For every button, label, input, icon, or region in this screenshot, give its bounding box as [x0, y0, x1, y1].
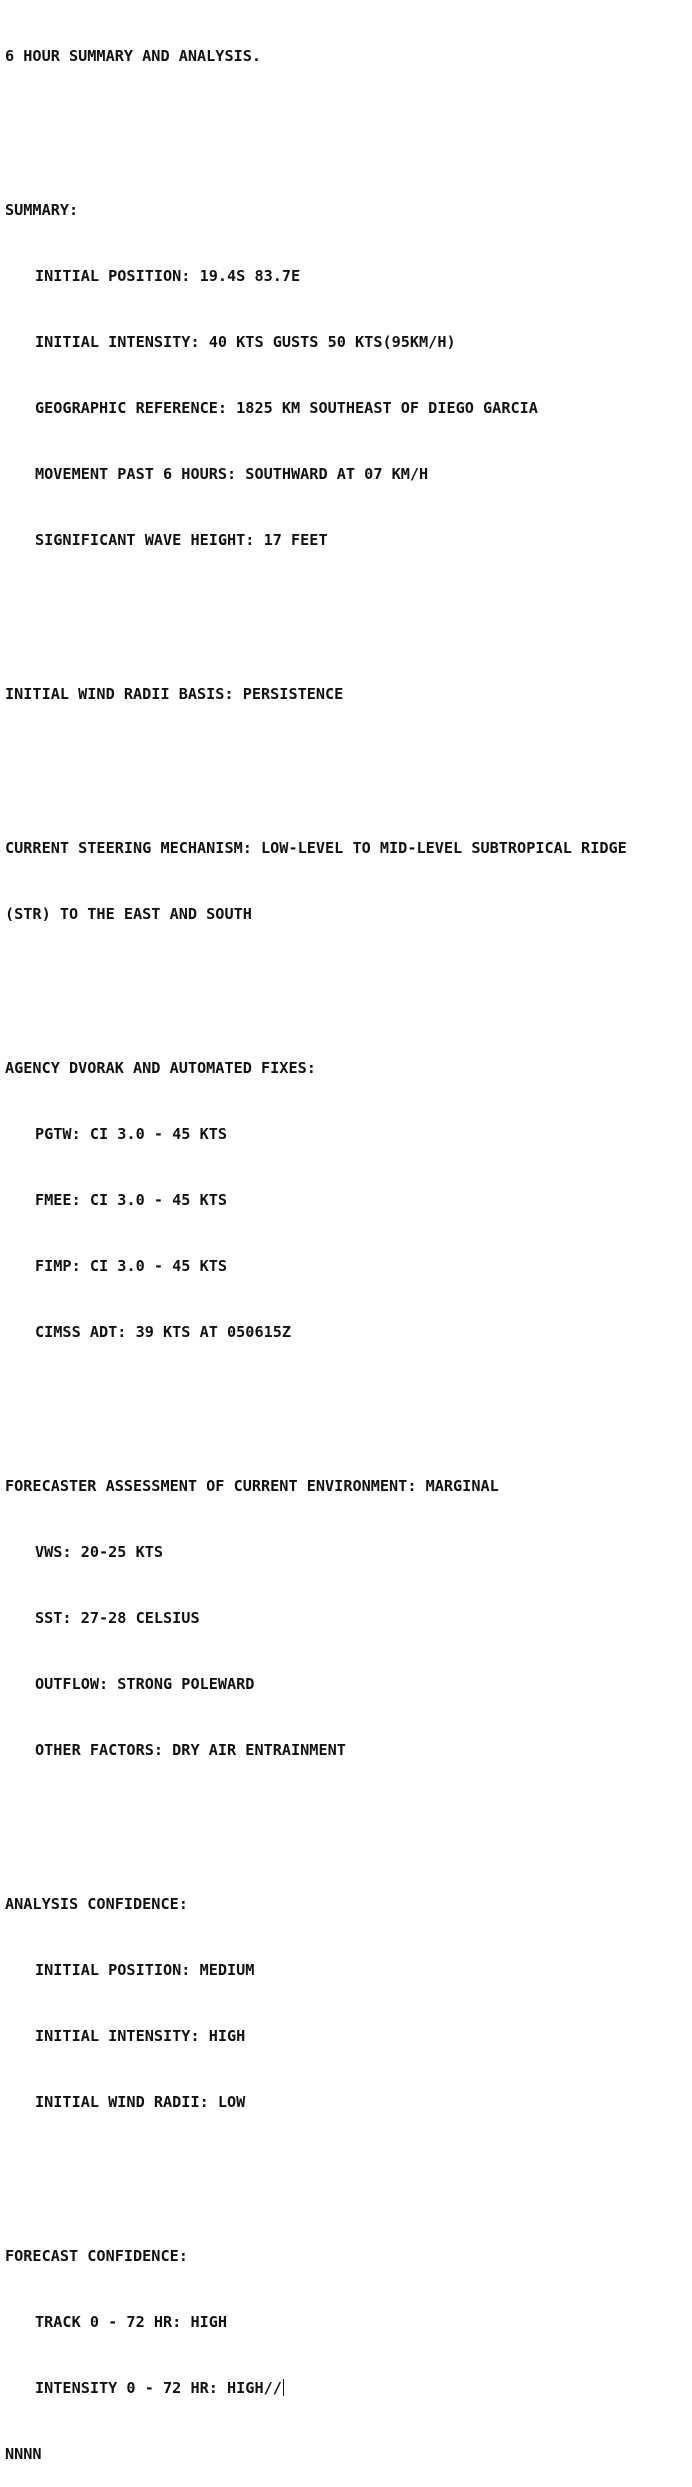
- steering-line-2: (STR) TO THE EAST AND SOUTH: [5, 905, 252, 923]
- fix-item: CIMSS ADT: 39 KTS AT 050615Z: [35, 1323, 292, 1341]
- blank-line: [5, 2157, 690, 2179]
- analysis-confidence-heading: ANALYSIS CONFIDENCE:: [5, 1895, 188, 1913]
- blank-line: [5, 969, 690, 991]
- summary-initial-intensity: INITIAL INTENSITY: 40 KTS GUSTS 50 KTS(95KM/H): [35, 333, 456, 351]
- text-cursor: [283, 2379, 284, 2396]
- environment-heading: FORECASTER ASSESSMENT OF CURRENT ENVIRONMENT: MARGINAL: [5, 1477, 499, 1495]
- summary-geographic-reference: GEOGRAPHIC REFERENCE: 1825 KM SOUTHEAST OF DIEGO GARCIA: [35, 399, 538, 417]
- fix-item: FMEE: CI 3.0 - 45 KTS: [35, 1191, 228, 1209]
- analysis-confidence-item: INITIAL POSITION: MEDIUM: [35, 1961, 255, 1979]
- environment-item: SST: 27-28 CELSIUS: [35, 1609, 200, 1627]
- environment-item: OTHER FACTORS: DRY AIR ENTRAINMENT: [35, 1741, 346, 1759]
- environment-item: VWS: 20-25 KTS: [35, 1543, 164, 1561]
- steering-line-1: CURRENT STEERING MECHANISM: LOW-LEVEL TO MID-LEVEL SUBTROPICAL RIDGE: [5, 839, 627, 857]
- fix-item: PGTW: CI 3.0 - 45 KTS: [35, 1125, 228, 1143]
- fix-item: FIMP: CI 3.0 - 45 KTS: [35, 1257, 228, 1275]
- analysis-confidence-item: INITIAL WIND RADII: LOW: [35, 2093, 246, 2111]
- summary-initial-position: INITIAL POSITION: 19.4S 83.7E: [35, 267, 301, 285]
- blank-line: [5, 749, 690, 771]
- fixes-heading: AGENCY DVORAK AND AUTOMATED FIXES:: [5, 1059, 316, 1077]
- end-marker: NNNN: [5, 2445, 42, 2463]
- bulletin-text: [5, 1, 690, 2487]
- analysis-confidence-item: INITIAL INTENSITY: HIGH: [35, 2027, 246, 2045]
- blank-line: [5, 111, 690, 133]
- forecast-confidence-item: INTENSITY 0 - 72 HR: HIGH//: [35, 2379, 282, 2397]
- forecast-confidence-item: TRACK 0 - 72 HR: HIGH: [35, 2313, 228, 2331]
- forecast-confidence-last-line[interactable]: [5, 2377, 690, 2399]
- bulletin-title: 6 HOUR SUMMARY AND ANALYSIS.: [5, 47, 262, 65]
- environment-item: OUTFLOW: STRONG POLEWARD: [35, 1675, 255, 1693]
- summary-heading: SUMMARY:: [5, 201, 79, 219]
- summary-movement: MOVEMENT PAST 6 HOURS: SOUTHWARD AT 07 KM/H: [35, 465, 429, 483]
- forecast-confidence-heading: FORECAST CONFIDENCE:: [5, 2247, 188, 2265]
- blank-line: [5, 1805, 690, 1827]
- blank-line: [5, 595, 690, 617]
- summary-wave-height: SIGNIFICANT WAVE HEIGHT: 17 FEET: [35, 531, 328, 549]
- wind-radii-basis: INITIAL WIND RADII BASIS: PERSISTENCE: [5, 685, 344, 703]
- blank-line: [5, 1387, 690, 1409]
